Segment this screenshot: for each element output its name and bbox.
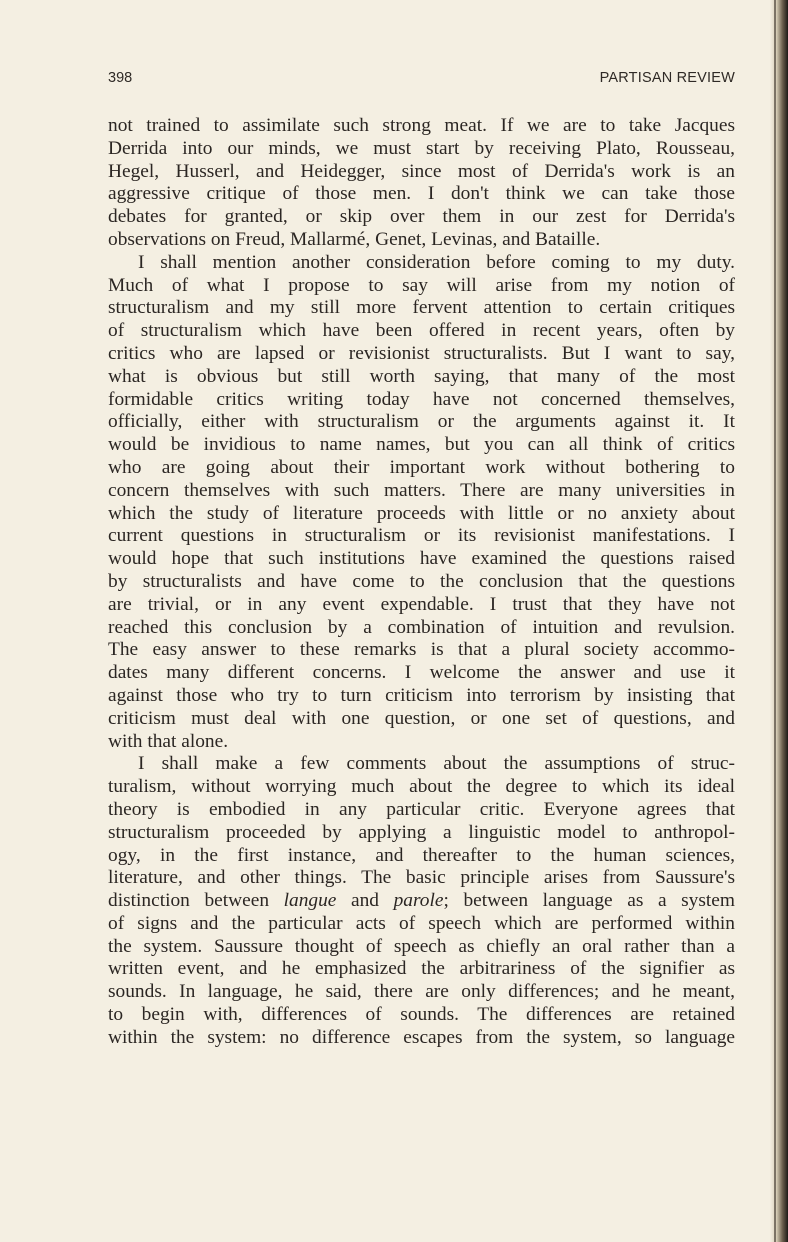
text-line: of structuralism which have been offered in recent years, often by (108, 320, 735, 342)
text-line: observations on Freud, Mallarmé, Genet, Levinas, and Bataille. (108, 228, 601, 250)
text-line: are trivial, or in any event expendable. I trust that they have not (108, 593, 735, 615)
text-line: dates many different concerns. I welcome the answer and use it (108, 662, 735, 684)
text-line: would hope that such institutions have examined the questions raised (108, 548, 735, 570)
text-segment: and (336, 890, 394, 912)
text-line: against those who try to turn criticism into terrorism by insisting that (108, 684, 735, 706)
text-line: Hegel, Husserl, and Heidegger, since most of Derrida's work is an (108, 160, 735, 182)
text-line: which the study of literature proceeds with little or no anxiety about (108, 502, 735, 524)
running-header (108, 70, 735, 90)
text-line (108, 890, 735, 913)
text-line: Much of what I propose to say will arise from my notion of (108, 274, 735, 296)
text-line: would be invidious to name names, but you can all think of critics (108, 434, 735, 456)
body-text (108, 115, 735, 1050)
running-head-title: PARTISAN REVIEW (599, 70, 735, 86)
book-binding-shadow (770, 0, 788, 1242)
text-segment: distinction between (108, 890, 284, 912)
page-edge (774, 0, 776, 1242)
text-line: debates for granted, or skip over them in our zest for Derrida's (108, 206, 735, 228)
text-line: ogy, in the first instance, and thereafter to the human sciences, (108, 844, 735, 866)
text-line: of signs and the particular acts of speech which are performed within (108, 912, 735, 934)
text-line: formidable critics writing today have not concerned themselves, (108, 388, 735, 410)
text-line: to begin with, differences of sounds. The differences are retained (108, 1004, 735, 1026)
text-line: literature, and other things. The basic principle arises from Saussure's (108, 867, 735, 889)
text-line: aggressive critique of those men. I don't think we can take those (108, 183, 735, 205)
text-line: current questions in structuralism or its revisionist manifestations. I (108, 525, 735, 547)
page-number: 398 (108, 70, 133, 86)
italic-term: langue (283, 890, 337, 912)
text-line: criticism must deal with one question, or one set of questions, and (108, 707, 735, 729)
text-line: the system. Saussure thought of speech as chiefly an oral rather than a (108, 935, 735, 957)
text-line: what is obvious but still worth saying, that many of the most (108, 365, 735, 387)
text-line: by structuralists and have come to the conclusion that the questions (108, 570, 735, 592)
text-line: sounds. In language, he said, there are only differences; and he meant, (108, 981, 735, 1003)
text-line: who are going about their important work without bothering to (108, 456, 735, 478)
italic-term: parole (393, 890, 444, 912)
text-line: concern themselves with such matters. There are many universities in (108, 479, 735, 501)
text-line: reached this conclusion by a combination of intuition and revulsion. (108, 616, 735, 638)
text-line: structuralism and my still more fervent attention to certain critiques (108, 297, 735, 319)
text-line: I shall make a few comments about the assumptions of struc- (138, 753, 735, 775)
text-line: theory is embodied in any particular critic. Everyone agrees that (108, 798, 735, 820)
text-line: turalism, without worrying much about the degree to which its ideal (108, 776, 735, 798)
text-line: Derrida into our minds, we must start by receiving Plato, Rousseau, (108, 137, 735, 159)
text-line: with that alone. (108, 730, 229, 752)
text-line: The easy answer to these remarks is that a plural society accommo- (108, 639, 735, 661)
text-line: not trained to assimilate such strong meat. If we are to take Jacques (108, 115, 735, 136)
text-segment: ; between language as a system (443, 890, 735, 912)
text-line: written event, and he emphasized the arbitrariness of the signifier as (108, 958, 735, 980)
text-line: officially, either with structuralism or the arguments against it. It (108, 411, 735, 433)
text-line: critics who are lapsed or revisionist structuralists. But I want to say, (108, 342, 735, 364)
text-line: structuralism proceeded by applying a linguistic model to anthropol- (108, 821, 735, 843)
text-line: within the system: no difference escapes from the system, so language (108, 1026, 735, 1048)
text-line: I shall mention another consideration before coming to my duty. (138, 251, 735, 273)
